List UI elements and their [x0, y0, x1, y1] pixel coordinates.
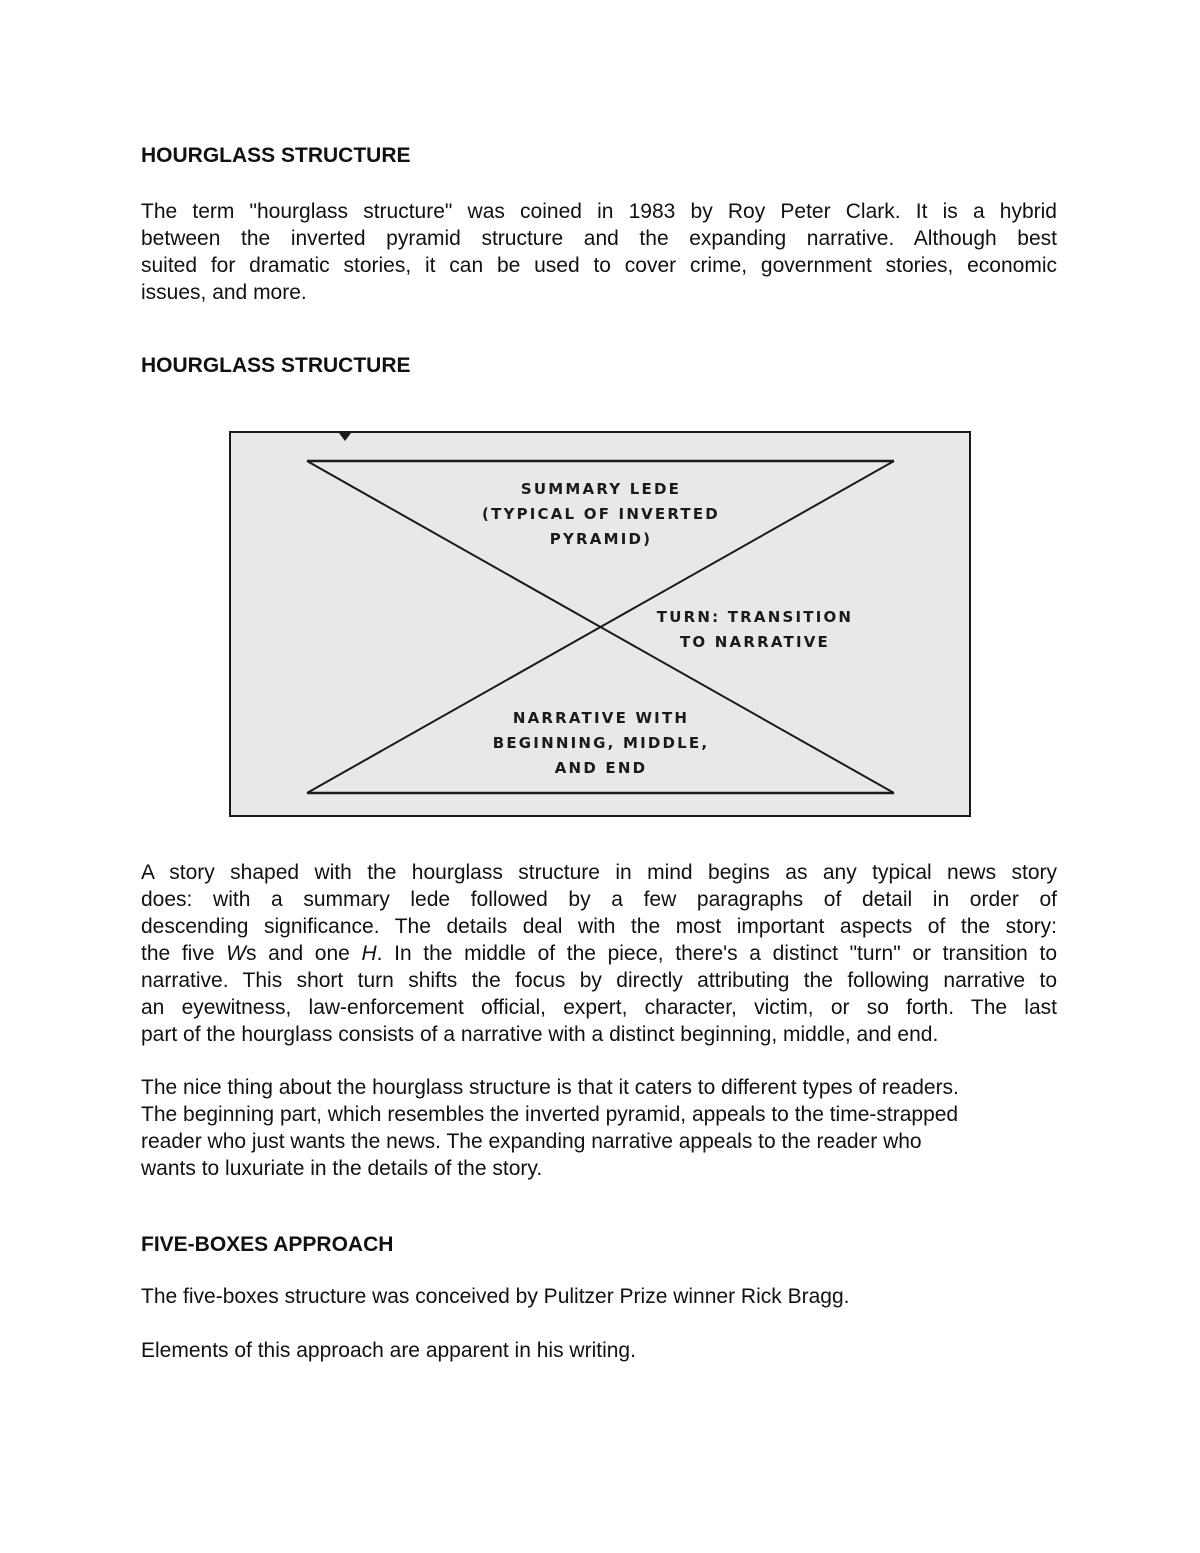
body2-line-1: The nice thing about the hourglass structure is that it caters to different types of readers.: [141, 1076, 959, 1099]
intro-paragraph: [141, 198, 1057, 306]
body1-line-3: descending significance. The details deal with the most important aspects of the story:: [141, 915, 1057, 938]
label-narrative-3: AND END: [554, 759, 648, 777]
intro-line-3: suited for dramatic stories, it can be used to cover crime, government stories, economic: [141, 254, 1057, 277]
body1-line-2: does: with a summary lede followed by a few paragraphs of detail in order of: [141, 888, 1057, 911]
label-turn-1: TURN: TRANSITION: [656, 608, 854, 626]
label-summary-lede-3: PYRAMID): [549, 530, 653, 548]
intro-line-1: The term "hourglass structure" was coined in 1983 by Roy Peter Clark. It is a hybrid: [141, 200, 1057, 223]
section-heading-five-boxes: FIVE-BOXES APPROACH: [141, 1233, 394, 1256]
hourglass-diagram: [229, 431, 971, 817]
body2-line-2: The beginning part, which resembles the inverted pyramid, appeals to the time-strapped: [141, 1103, 959, 1126]
section-heading-hourglass-2: HOURGLASS STRUCTURE: [141, 354, 411, 377]
five-boxes-paragraph-1: The five-boxes structure was conceived by Pulitzer Prize winner Rick Bragg.: [141, 1285, 850, 1308]
body1-line-5: narrative. This short turn shifts the focus by directly attributing the following narrative to: [141, 969, 1057, 992]
body1-line-7: part of the hourglass consists of a narrative with a distinct beginning, middle, and end.: [141, 1023, 939, 1046]
body2-line-3: reader who just wants the news. The expanding narrative appeals to the reader who: [141, 1130, 922, 1153]
label-summary-lede-1: SUMMARY LEDE: [520, 480, 682, 498]
intro-line-2: between the inverted pyramid structure and the expanding narrative. Although best: [141, 227, 1057, 250]
intro-line-4: issues, and more.: [141, 281, 307, 304]
label-narrative-1: NARRATIVE WITH: [512, 709, 690, 727]
five-boxes-paragraph-2: Elements of this approach are apparent in his writing.: [141, 1339, 636, 1362]
body2-line-4: wants to luxuriate in the details of the story.: [141, 1157, 543, 1180]
body1-line-6: an eyewitness, law-enforcement official, expert, character, victim, or so forth. The last: [141, 996, 1057, 1019]
five-ws-letter: W: [226, 942, 246, 965]
body-paragraph-2: [141, 1074, 1057, 1182]
section-heading-hourglass: HOURGLASS STRUCTURE: [141, 144, 411, 167]
label-summary-lede-2: (TYPICAL OF INVERTED: [482, 505, 720, 523]
body1-line-4: the five Ws and one H. In the middle of the piece, there's a distinct "turn" or transition to: [141, 942, 1057, 965]
label-narrative-2: BEGINNING, MIDDLE,: [492, 734, 710, 752]
hourglass-svg: [229, 431, 971, 817]
body-paragraph-1: [141, 859, 1057, 1048]
body1-line-1: A story shaped with the hourglass structure in mind begins as any typical news story: [141, 861, 1057, 884]
one-h-letter: H: [361, 942, 377, 965]
label-turn-2: TO NARRATIVE: [680, 633, 830, 651]
